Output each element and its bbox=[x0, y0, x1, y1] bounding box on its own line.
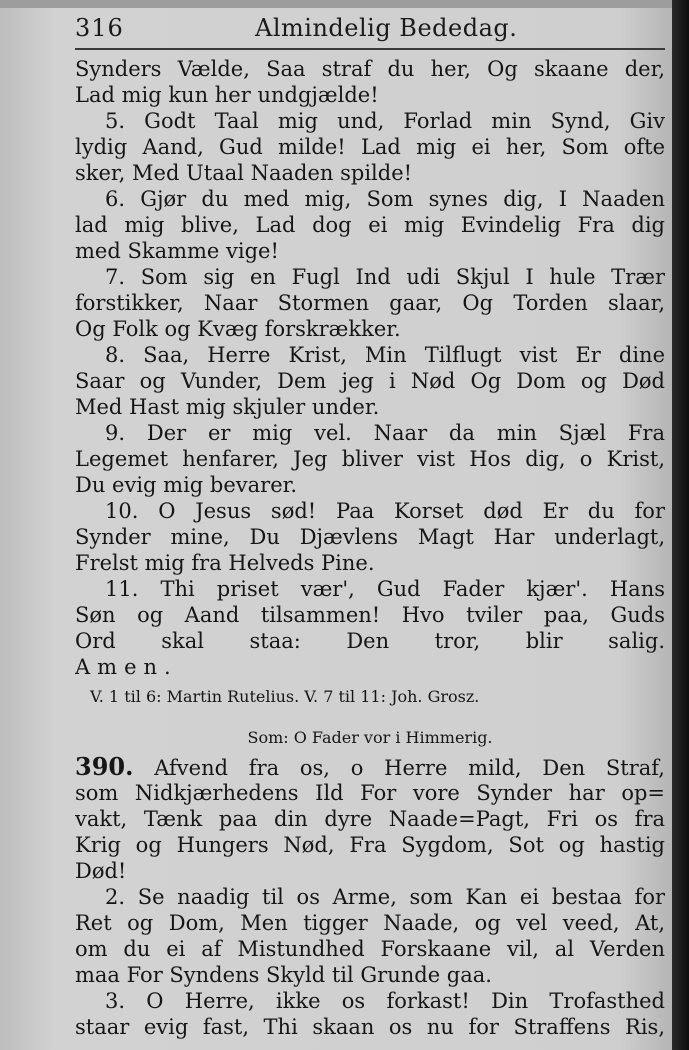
verse-7-start: 7. Som sig en Fugl Ind udi Skjul I hule Trær bbox=[105, 265, 665, 289]
text-line: Krig og Hungers Nød, Fra Sygdom, Sot og hastig bbox=[75, 833, 665, 857]
text-line: Lad mig kun her undgjælde! bbox=[75, 83, 379, 107]
text-line: vakt, Tænk paa din dyre Naade=Pagt, Fri os fra bbox=[75, 807, 665, 831]
verse-5-start: 5. Godt Taal mig und, Forlad min Synd, Giv bbox=[105, 109, 665, 133]
text-line: Amen. bbox=[75, 655, 178, 679]
text-line: sker, Med Utaal Naaden spilde! bbox=[75, 161, 413, 185]
text-line: Du evig mig bevarer. bbox=[75, 473, 298, 497]
page-header bbox=[75, 12, 665, 50]
verse-2-start: 2. Se naadig til os Arme, som Kan ei bestaa for bbox=[105, 885, 665, 909]
running-head: Almindelig Bededag. bbox=[255, 14, 518, 42]
text-line: som Nidkjærhedens Ild For vore Synder har op= bbox=[75, 781, 665, 805]
page-number: 316 bbox=[75, 14, 124, 42]
text-line: Og Folk og Kvæg forskrækker. bbox=[75, 317, 401, 341]
text-line: Synder mine, Du Djævlens Magt Har underlagt, bbox=[75, 525, 665, 549]
text-line: lydig Aand, Gud milde! Lad mig ei her, Som ofte bbox=[75, 135, 665, 159]
text-line: med Skamme vige! bbox=[75, 239, 279, 263]
hymn-390-first-line bbox=[75, 754, 665, 780]
book-spine-shadow bbox=[672, 0, 689, 1050]
text-line: Synders Vælde, Saa straf du her, Og skaane der, bbox=[75, 57, 665, 81]
text-line: forstikker, Naar Stormen gaar, Og Torden slaar, bbox=[75, 291, 665, 315]
text-line: Ord skal staa: Den tror, blir salig. bbox=[75, 629, 665, 653]
verse-8-start: 8. Saa, Herre Krist, Min Tilflugt vist Er dine bbox=[105, 343, 665, 367]
text-line: om du ei af Mistundhed Forskaane vil, al Verden bbox=[75, 937, 665, 961]
text-line: staar evig fast, Thi skaan os nu for Straffens Ris, bbox=[75, 1015, 665, 1039]
hymn-390-opening: Afvend fra os, o Herre mild, Den Straf, bbox=[154, 756, 665, 780]
page-top-edge bbox=[0, 0, 672, 8]
verse-9-start: 9. Der er mig vel. Naar da min Sjæl Fra bbox=[105, 421, 665, 445]
page-body bbox=[75, 56, 665, 1040]
text-line: lad mig blive, Lad dog ei mig Evindelig Fra dig bbox=[75, 213, 665, 237]
text-line: Ret og Dom, Men tigger Naade, og vel veed, At, bbox=[75, 911, 665, 935]
verse-11-start: 11. Thi priset vær', Gud Fader kjær'. Hans bbox=[105, 577, 665, 601]
text-line: maa For Syndens Skyld til Grunde gaa. bbox=[75, 963, 492, 987]
tune-reference: Som: O Fader vor i Himmerig. bbox=[247, 728, 493, 747]
text-line: Søn og Aand tilsammen! Hvo tviler paa, Guds bbox=[75, 603, 665, 627]
author-credits: V. 1 til 6: Martin Rutelius. V. 7 til 11: Joh. Grosz. bbox=[90, 687, 480, 706]
text-line: Legemet henfarer, Jeg bliver vist Hos dig, o Krist, bbox=[75, 447, 665, 471]
text-line: Død! bbox=[75, 859, 127, 883]
text-line: Frelst mig fra Helveds Pine. bbox=[75, 551, 375, 575]
text-line: Saar og Vunder, Dem jeg i Nød Og Dom og Død bbox=[75, 369, 665, 393]
hymn-number: 390. bbox=[75, 754, 134, 780]
text-line: Med Hast mig skjuler under. bbox=[75, 395, 380, 419]
verse-6-start: 6. Gjør du med mig, Som synes dig, I Naaden bbox=[105, 187, 665, 211]
verse-3-start: 3. O Herre, ikke os forkast! Din Trofasthed bbox=[105, 989, 665, 1013]
verse-10-start: 10. O Jesus sød! Paa Korset død Er du for bbox=[105, 499, 665, 523]
